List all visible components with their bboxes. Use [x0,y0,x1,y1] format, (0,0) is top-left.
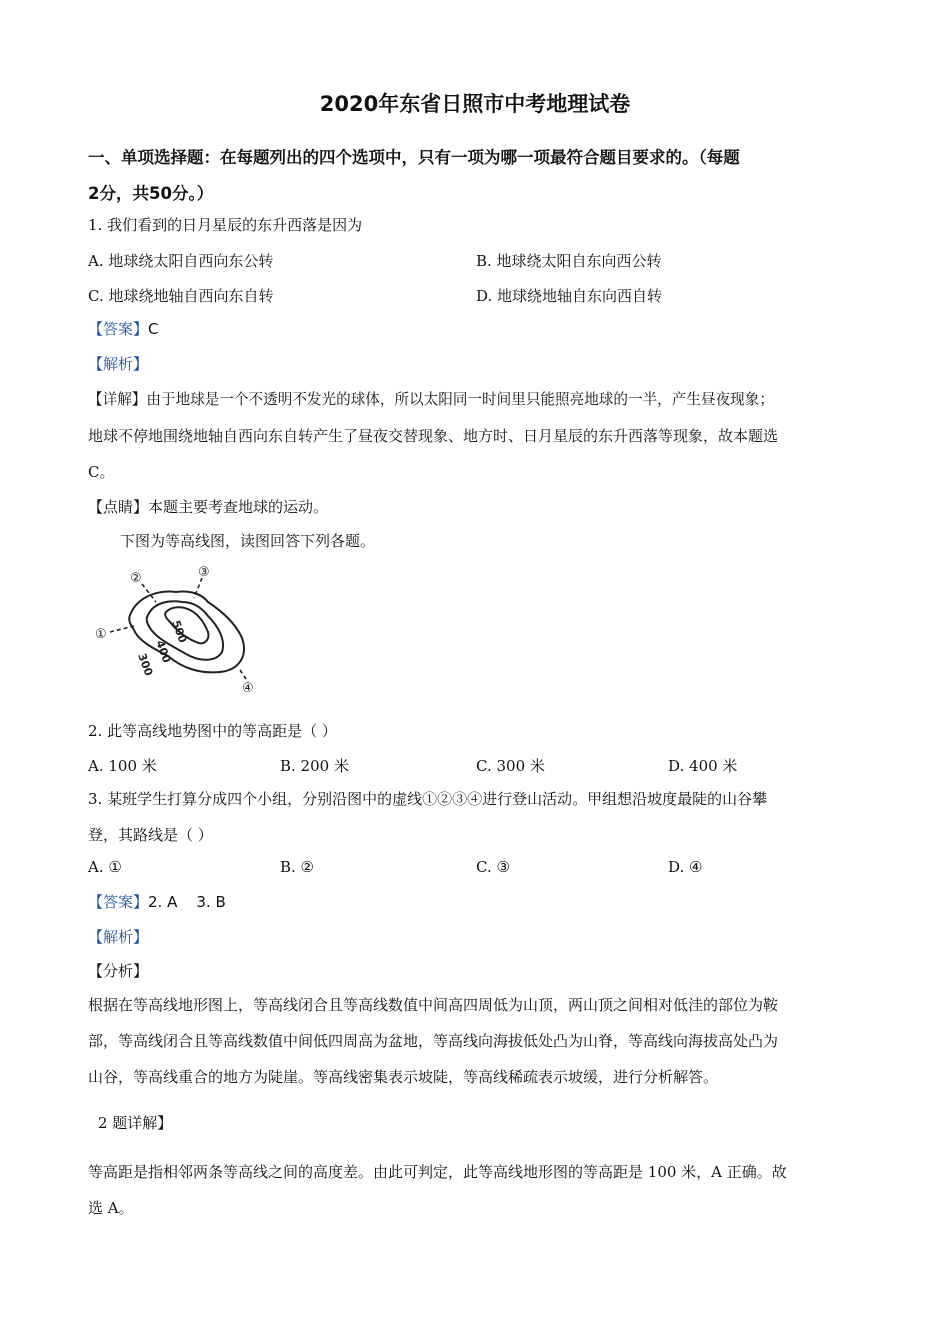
contour-label-400: 400 [153,638,174,665]
q3-option-b: B. ② [280,858,315,876]
answer-tag: 【答案】 [88,320,149,338]
q2-stem: 2. 此等高线地势图中的等高距是（ ） [88,722,337,740]
q1-detail-line2: 地球不停地围绕地轴自西向东自转产生了昼夜交替现象、地方时、日月星辰的东升西落等现象，故本题选 [88,427,779,445]
answers2-analysis-tag: 【解析】 [88,928,149,946]
route-label-3: ③ [198,565,210,580]
contour-label-300: 300 [135,651,156,678]
answers-2-3 [88,891,226,912]
section-heading-line1: 一、单项选择题：在每题列出的四个选项中，只有一项为哪一项最符合题目要求的。（每题 [88,148,740,167]
q3-stem-line2: 登，其路线是（ ） [88,826,213,844]
q2-option-a: A. 100 米 [88,757,157,775]
q1-detail-line3: C。 [88,463,115,481]
route-label-4: ④ [242,681,254,696]
q1-option-a: A. 地球绕太阳自西向东公转 [88,252,274,270]
q2-detail-title: 2 题详解】 [98,1114,173,1132]
answer-value: C [148,320,159,338]
answer-value: 2. A 3. B [148,893,226,911]
q3-option-c: C. ③ [476,858,510,876]
page-title: 2020年东省日照市中考地理试卷 [319,92,631,116]
route-label-1: ① [95,627,107,642]
route-label-2: ② [130,571,142,586]
answers2-body-line3: 山谷，等高线重合的地方为陡崖。等高线密集表示坡陡，等高线稀疏表示坡缓，进行分析解答。 [88,1068,719,1086]
q2-detail-line2: 选 A。 [88,1199,134,1217]
q3-stem-line1: 3. 某班学生打算分成四个小组，分别沿图中的虚线①②③④进行登山活动。甲组想沿坡度最陡的山谷攀 [88,790,768,808]
q1-option-d: D. 地球绕地轴自东向西自转 [476,287,663,305]
q1-answer [88,318,159,339]
q2-option-d: D. 400 米 [668,757,738,775]
q1-option-c: C. 地球绕地轴自西向东自转 [88,287,274,305]
intro-text: 下图为等高线图，读图回答下列各题。 [120,532,376,550]
answers2-body-line2: 部，等高线闭合且等高线数值中间低四周高为盆地，等高线向海拔低处凸为山脊，等高线向海拔高处凸为 [88,1032,779,1050]
route-1 [110,626,134,632]
q1-analysis-tag: 【解析】 [88,355,149,373]
answers2-fenxi: 【分析】 [88,962,149,980]
q2-detail-line1: 等高距是指相邻两条等高线之间的高度差。由此可判定，此等高线地形图的等高距是 100 米，A 正确。故 [88,1163,787,1181]
q1-detail-line1: 【详解】由于地球是一个不透明不发光的球体，所以太阳同一时间里只能照亮地球的一半，产生昼夜现象； [88,391,774,408]
q1-tip: 【点睛】本题主要考查地球的运动。 [88,498,329,516]
section-heading-line2: 2分，共50分。） [88,184,214,203]
contour-map [90,560,270,700]
q2-option-c: C. 300 米 [476,757,545,775]
contour-label-500: 500 [169,618,190,645]
answers2-body-line1: 根据在等高线地形图上，等高线闭合且等高线数值中间高四周低为山顶，两山顶之间相对低洼的部位为鞍 [88,996,779,1014]
q3-option-d: D. ④ [668,858,703,876]
q1-option-b: B. 地球绕太阳自东向西公转 [476,252,662,270]
q1-stem: 1. 我们看到的日月星辰的东升西落是因为 [88,216,363,234]
q3-option-a: A. ① [88,858,122,876]
q2-option-b: B. 200 米 [280,757,349,775]
answer-tag: 【答案】 [88,893,149,911]
